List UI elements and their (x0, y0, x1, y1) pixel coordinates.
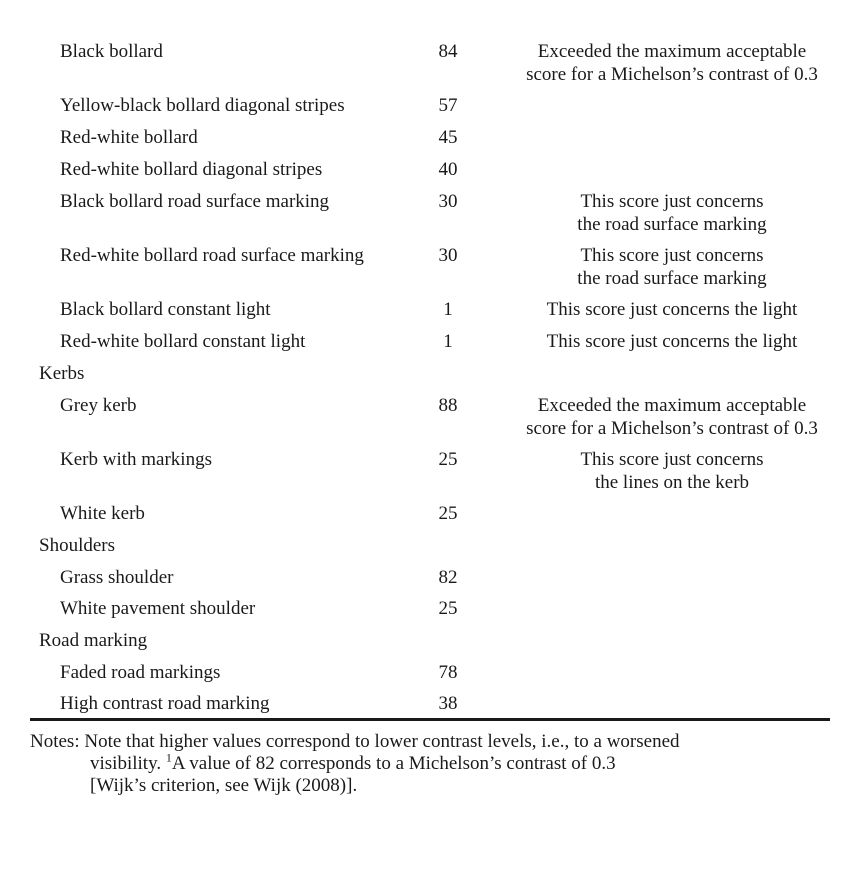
row-label: Faded road markings (60, 662, 221, 683)
row-label: Red-white bollard (60, 127, 198, 148)
row-label: Black bollard (60, 41, 163, 62)
row-note: This score just concerns the road surface marking (577, 191, 767, 235)
notes-line-2-pre: visibility. (90, 753, 166, 774)
row-label: Red-white bollard diagonal stripes (60, 159, 323, 180)
row-label: Black bollard constant light (60, 299, 271, 320)
row-label: White kerb (60, 503, 145, 524)
row-note: This score just concerns the lines on the kerb (580, 449, 764, 493)
row-score: 1 (443, 299, 453, 320)
row-score: 25 (438, 449, 458, 470)
row-score: 25 (438, 598, 458, 619)
row-score: 45 (438, 127, 458, 148)
row-label: Yellow-black bollard diagonal stripes (60, 95, 345, 116)
row-score: 88 (438, 395, 458, 416)
row-score: 38 (438, 693, 458, 714)
notes-line-2-post: A value of 82 corresponds to a Michelson’s contrast of 0.3 (171, 753, 616, 774)
section-header-label: Shoulders (39, 535, 115, 556)
row-label: Red-white bollard road surface marking (60, 245, 364, 266)
section-header-label: Road marking (39, 630, 148, 651)
notes-line-1: Notes: Note that higher values correspond to lower contrast levels, i.e., to a worsened (30, 731, 680, 752)
notes-line-3: [Wijk’s criterion, see Wijk (2008)]. (90, 775, 358, 796)
row-score: 30 (438, 191, 458, 212)
row-score: 1 (443, 331, 453, 352)
row-label: White pavement shoulder (60, 598, 256, 619)
row-score: 25 (438, 503, 458, 524)
table-notes (30, 731, 770, 797)
row-label: High contrast road marking (60, 693, 270, 714)
notes-footnote-marker: 1 (165, 750, 172, 765)
row-label: Grey kerb (60, 395, 137, 416)
row-note: Exceeded the maximum acceptable score for a Michelson’s contrast of 0.3 (526, 395, 818, 439)
row-label: Black bollard road surface marking (60, 191, 330, 212)
row-label: Red-white bollard constant light (60, 331, 306, 352)
row-label: Grass shoulder (60, 567, 174, 588)
row-score: 82 (438, 567, 458, 588)
row-note: This score just concerns the light (546, 299, 798, 320)
row-note: This score just concerns the light (546, 331, 798, 352)
notes-line-2 (30, 750, 770, 775)
row-score: 84 (438, 41, 458, 62)
row-score: 78 (438, 662, 458, 683)
section-header-label: Kerbs (39, 363, 85, 384)
row-note: This score just concerns the road surface marking (577, 245, 767, 289)
row-note: Exceeded the maximum acceptable score for a Michelson’s contrast of 0.3 (526, 41, 818, 85)
row-score: 57 (438, 95, 458, 116)
table-bottom-rule (30, 718, 830, 721)
row-label: Kerb with markings (60, 449, 212, 470)
row-score: 40 (438, 159, 458, 180)
row-score: 30 (438, 245, 458, 266)
